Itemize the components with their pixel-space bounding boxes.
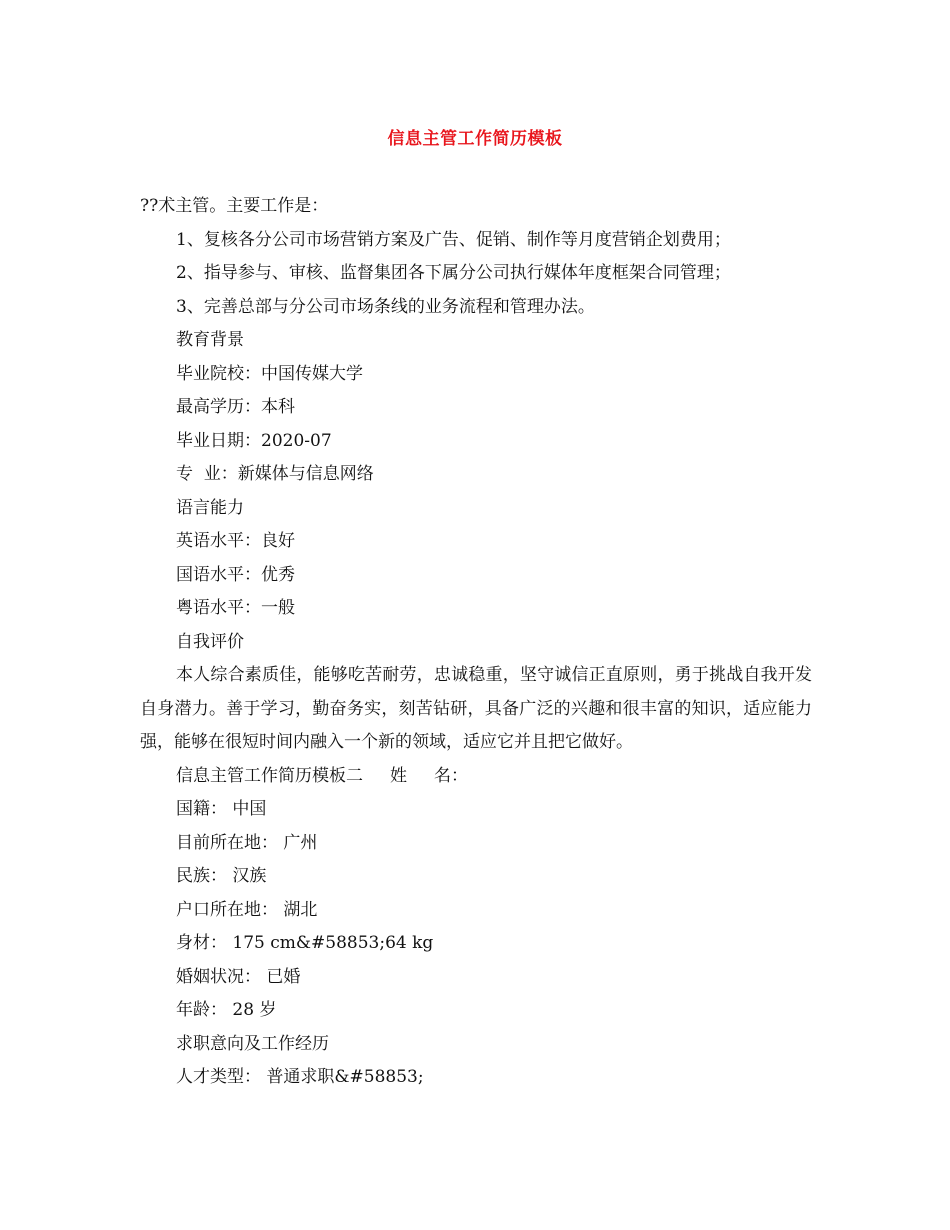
text-line: 3、完善总部与分公司市场条线的业务流程和管理办法。: [176, 296, 595, 317]
text-line: 婚姻状况： 已婚: [176, 966, 301, 987]
section-heading-education: 教育背景: [176, 330, 244, 350]
text-line: 专 业：新媒体与信息网络: [176, 464, 374, 484]
text-line: 人才类型： 普通求职&#58853;: [176, 1067, 424, 1087]
section-heading-language: 语言能力: [176, 497, 244, 518]
text-line: 粤语水平：一般: [176, 598, 295, 618]
text-line: 毕业院校：中国传媒大学: [176, 363, 363, 384]
text-line: 身材： 175 cm&#58853;64 kg: [176, 933, 434, 953]
text-line: 英语水平：良好: [176, 531, 295, 551]
page-title: 信息主管工作简历模板: [387, 129, 563, 149]
text-line: 国语水平：优秀: [176, 564, 295, 585]
text-line: 国籍： 中国: [176, 799, 267, 819]
text-line: 户口所在地： 湖北: [176, 899, 318, 920]
text-line: 1、复核各分公司市场营销方案及广告、促销、制作等月度营销企划费用；: [176, 229, 731, 250]
text-line: 民族： 汉族: [176, 866, 267, 886]
text-line: 信息主管工作简历模板二 姓 名：: [176, 765, 469, 786]
section-heading-self-evaluation: 自我评价: [176, 631, 244, 652]
text-line: 最高学历：本科: [176, 397, 295, 417]
self-evaluation-paragraph: 本人综合素质佳，能够吃苦耐劳，忠诚稳重，坚守诚信正直原则，勇于挑战自我开发自身潜力。善于学习，勤奋务实，刻苦钻研，具备广泛的兴趣和很丰富的知识，适应能力强，能够在很短时间内融入一个新的领域，适应它并且把它做好。: [140, 665, 812, 752]
text-line: 毕业日期：2020-07: [176, 430, 332, 451]
text-line: 2、指导参与、审核、监督集团各下属分公司执行媒体年度框架合同管理；: [176, 263, 731, 283]
document-body: [140, 190, 820, 1095]
section-heading-job-intention: 求职意向及工作经历: [176, 1033, 329, 1054]
text-line: 目前所在地： 广州: [176, 832, 318, 853]
text-line: 年龄： 28 岁: [176, 1000, 277, 1020]
text-line: ??术主管。主要工作是：: [140, 196, 329, 216]
